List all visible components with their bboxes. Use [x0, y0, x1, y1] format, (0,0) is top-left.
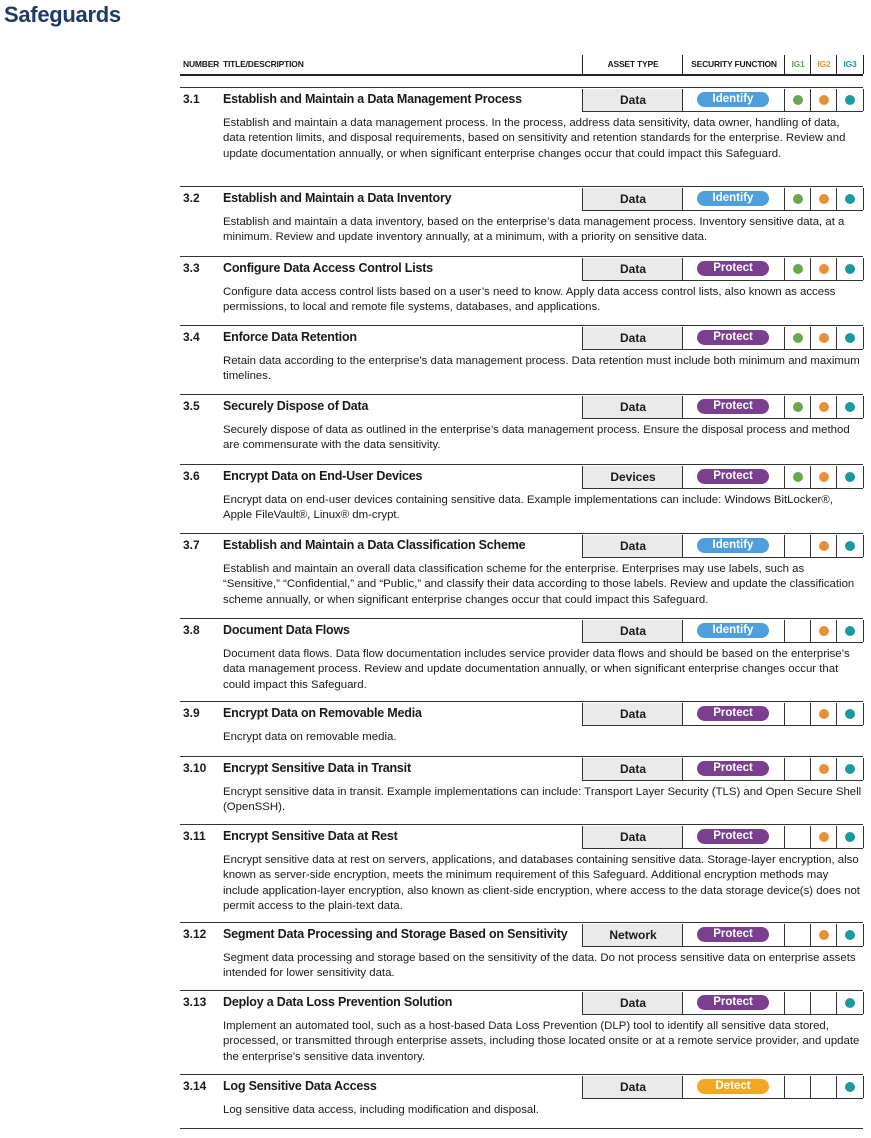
header-ig3: IG3: [836, 55, 864, 74]
ig3-dot-icon: [845, 95, 855, 105]
safeguard-description: Retain data according to the enterprise’s data management process. Data retention must include both minimum and maximum timelines.: [223, 355, 860, 383]
asset-type-cell: Data: [582, 703, 683, 725]
asset-type-cell: Data: [582, 89, 683, 111]
asset-type-cell: Data: [582, 992, 683, 1014]
ig2-cell: [810, 826, 837, 848]
safeguard-header: [180, 394, 863, 419]
safeguard-header: [180, 1074, 863, 1099]
ig2-dot-icon: [819, 930, 829, 940]
ig3-cell: [836, 89, 864, 111]
ig2-dot-icon: [819, 194, 829, 204]
header-asset-type: ASSET TYPE: [582, 55, 683, 74]
security-function-cell: [682, 535, 785, 557]
safeguard-header: [180, 464, 863, 489]
ig1-dot-icon: [793, 402, 803, 412]
ig2-cell: [810, 924, 837, 946]
ig2-cell: [810, 396, 837, 418]
safeguard-title: Enforce Data Retention: [223, 330, 357, 344]
ig2-cell: [810, 188, 837, 210]
ig2-dot-icon: [819, 764, 829, 774]
security-function-cell: [682, 258, 785, 280]
ig2-cell: [810, 758, 837, 780]
safeguard-header: [180, 87, 863, 112]
ig1-dot-icon: [793, 472, 803, 482]
ig2-dot-icon: [819, 832, 829, 842]
ig3-cell: [836, 758, 864, 780]
asset-type-cell: Data: [582, 535, 683, 557]
safeguard-title: Log Sensitive Data Access: [223, 1079, 377, 1093]
safeguard-number: 3.13: [183, 995, 207, 1009]
ig1-cell: [784, 466, 811, 488]
ig1-dot-icon: [793, 333, 803, 343]
asset-type-cell: Data: [582, 826, 683, 848]
ig1-cell: [784, 826, 811, 848]
ig3-dot-icon: [845, 832, 855, 842]
safeguard-header: [180, 922, 863, 947]
safeguard-description: Segment data processing and storage based on the sensitivity of the data. Do not process sensitive data on enterprise assets intended for lower sensitivity data.: [223, 952, 856, 980]
identify-badge: Identify: [697, 191, 769, 206]
ig3-dot-icon: [845, 402, 855, 412]
safeguard-description: Securely dispose of data as outlined in the enterprise’s data management process. Ensure the disposal process and method are commensurate with the data sensitivity.: [223, 424, 850, 452]
asset-type-cell: Data: [582, 1076, 683, 1098]
security-function-cell: [682, 1076, 785, 1098]
safeguard-description: Encrypt data on end-user devices containing sensitive data. Example implementations can include: Windows BitLocker®, Apple FileVault®, Linux® dm-crypt.: [223, 494, 833, 522]
protect-badge: Protect: [697, 706, 769, 721]
ig2-cell: [810, 620, 837, 642]
safeguard-description: Encrypt data on removable media.: [223, 731, 397, 743]
safeguard-header: [180, 256, 863, 281]
ig3-cell: [836, 466, 864, 488]
asset-type-cell: Data: [582, 758, 683, 780]
ig3-cell: [836, 396, 864, 418]
safeguard-title: Encrypt Sensitive Data at Rest: [223, 829, 398, 843]
asset-type-cell: Data: [582, 258, 683, 280]
ig3-cell: [836, 703, 864, 725]
ig2-cell: [810, 466, 837, 488]
ig2-cell: [810, 703, 837, 725]
security-function-cell: [682, 703, 785, 725]
safeguard-description: Establish and maintain a data inventory, based on the enterprise’s data management process. Inventory sensitive data, at a minimum. Review and update inventory annually, at a minimum, with a priority on sensitive data.: [223, 216, 845, 244]
ig1-cell: [784, 327, 811, 349]
safeguard-header: [180, 756, 863, 781]
security-function-cell: [682, 188, 785, 210]
ig1-cell: [784, 396, 811, 418]
safeguard-number: 3.10: [183, 761, 207, 775]
safeguard-title: Document Data Flows: [223, 623, 350, 637]
asset-type-cell: Network: [582, 924, 683, 946]
protect-badge: Protect: [697, 261, 769, 276]
ig1-dot-icon: [793, 264, 803, 274]
ig2-dot-icon: [819, 541, 829, 551]
safeguard-title: Establish and Maintain a Data Inventory: [223, 191, 452, 205]
header-number: NUMBER: [183, 59, 220, 69]
identify-badge: Identify: [697, 538, 769, 553]
ig1-dot-icon: [793, 194, 803, 204]
security-function-cell: [682, 758, 785, 780]
safeguard-number: 3.2: [183, 191, 200, 205]
safeguard-header: [180, 533, 863, 558]
ig3-dot-icon: [845, 194, 855, 204]
ig2-dot-icon: [819, 626, 829, 636]
ig1-cell: [784, 758, 811, 780]
safeguard-title: Encrypt Data on End-User Devices: [223, 469, 423, 483]
safeguard-description: Encrypt sensitive data in transit. Example implementations can include: Transport Layer Security (TLS) and Open Secure Shell (OpenSSH).: [223, 786, 862, 814]
safeguard-number: 3.5: [183, 399, 200, 413]
safeguard-title: Encrypt Sensitive Data in Transit: [223, 761, 411, 775]
header-ig1: IG1: [784, 55, 811, 74]
safeguard-title: Deploy a Data Loss Prevention Solution: [223, 995, 453, 1009]
ig2-cell: [810, 992, 837, 1014]
ig3-dot-icon: [845, 998, 855, 1008]
security-function-cell: [682, 327, 785, 349]
security-function-cell: [682, 924, 785, 946]
ig3-cell: [836, 188, 864, 210]
ig2-cell: [810, 89, 837, 111]
protect-badge: Protect: [697, 399, 769, 414]
ig3-dot-icon: [845, 764, 855, 774]
table-bottom-rule: [180, 1128, 863, 1129]
security-function-cell: [682, 826, 785, 848]
security-function-cell: [682, 89, 785, 111]
ig2-dot-icon: [819, 95, 829, 105]
asset-type-cell: Devices: [582, 466, 683, 488]
safeguard-header: [180, 701, 863, 726]
ig2-dot-icon: [819, 402, 829, 412]
protect-badge: Protect: [697, 995, 769, 1010]
ig1-cell: [784, 703, 811, 725]
ig1-cell: [784, 992, 811, 1014]
ig1-cell: [784, 1076, 811, 1098]
ig3-cell: [836, 992, 864, 1014]
protect-badge: Protect: [697, 330, 769, 345]
ig3-dot-icon: [845, 541, 855, 551]
safeguard-title: Segment Data Processing and Storage Based on Sensitivity: [223, 927, 568, 941]
ig3-dot-icon: [845, 1082, 855, 1092]
ig3-cell: [836, 620, 864, 642]
detect-badge: Detect: [697, 1079, 769, 1094]
security-function-cell: [682, 992, 785, 1014]
safeguard-header: [180, 325, 863, 350]
identify-badge: Identify: [697, 623, 769, 638]
table-header: [180, 55, 863, 76]
safeguard-header: [180, 990, 863, 1015]
safeguard-number: 3.4: [183, 330, 200, 344]
safeguard-number: 3.6: [183, 469, 200, 483]
ig1-cell: [784, 89, 811, 111]
safeguard-number: 3.11: [183, 829, 206, 843]
safeguard-description: Establish and maintain an overall data classification scheme for the enterprise. Enterprises may use labels, such as “Sensitive,” “Confidential,” and “Public,” and classify their data according to those labels. Review and update the classification scheme annually, or when significant enterprise changes occur that could impact this Safeguard.: [223, 563, 855, 606]
page-title: Safeguards: [4, 2, 121, 27]
ig3-cell: [836, 1076, 864, 1098]
ig2-cell: [810, 535, 837, 557]
security-function-cell: [682, 396, 785, 418]
safeguard-title: Securely Dispose of Data: [223, 399, 369, 413]
ig3-dot-icon: [845, 472, 855, 482]
security-function-cell: [682, 466, 785, 488]
ig2-cell: [810, 327, 837, 349]
protect-badge: Protect: [697, 829, 769, 844]
safeguard-title: Establish and Maintain a Data Management Process: [223, 92, 522, 106]
ig1-cell: [784, 620, 811, 642]
safeguard-description: Log sensitive data access, including modification and disposal.: [223, 1104, 539, 1116]
ig1-cell: [784, 535, 811, 557]
ig3-cell: [836, 327, 864, 349]
ig1-cell: [784, 258, 811, 280]
ig3-cell: [836, 924, 864, 946]
safeguard-header: [180, 186, 863, 211]
asset-type-cell: Data: [582, 396, 683, 418]
safeguard-description: Configure data access control lists based on a user’s need to know. Apply data access control lists, also known as access permissions, to local and remote file systems, databases, and applications.: [223, 286, 836, 314]
safeguard-description: Document data flows. Data flow documentation includes service provider data flows and should be based on the enterprise’s data management process. Review and update documentation annually, or when significant enterprise changes occur that could impact this Safeguard.: [223, 648, 850, 691]
ig3-dot-icon: [845, 264, 855, 274]
safeguard-number: 3.1: [183, 92, 200, 106]
ig3-cell: [836, 258, 864, 280]
safeguard-title: Establish and Maintain a Data Classification Scheme: [223, 538, 526, 552]
protect-badge: Protect: [697, 469, 769, 484]
safeguard-title: Configure Data Access Control Lists: [223, 261, 433, 275]
ig1-cell: [784, 924, 811, 946]
safeguard-number: 3.14: [183, 1079, 207, 1093]
header-title: TITLE/DESCRIPTION: [223, 59, 304, 69]
safeguard-title: Encrypt Data on Removable Media: [223, 706, 422, 720]
ig1-dot-icon: [793, 95, 803, 105]
ig2-dot-icon: [819, 472, 829, 482]
protect-badge: Protect: [697, 927, 769, 942]
safeguard-description: Encrypt sensitive data at rest on servers, applications, and databases containing sensitive data. Storage-layer encryption, also known as server-side encryption, meets the minimum requirement of this Safeguard. Additional encryption methods may include application-layer encryption, also known as client-side encryption, where access to the data storage device(s) does not permit access to the plain-text data.: [223, 854, 860, 913]
safeguard-description: Establish and maintain a data management process. In the process, address data sensitivity, data owner, handling of data, data retention limits, and disposal requirements, based on sensitivity and retention standards for the enterprise. Review and update documentation annually, or when significant enterprise changes occur that could impact this Safeguard.: [223, 117, 846, 160]
security-function-cell: [682, 620, 785, 642]
asset-type-cell: Data: [582, 188, 683, 210]
asset-type-cell: Data: [582, 620, 683, 642]
safeguard-number: 3.9: [183, 706, 200, 720]
ig2-dot-icon: [819, 709, 829, 719]
ig1-cell: [784, 188, 811, 210]
protect-badge: Protect: [697, 761, 769, 776]
safeguard-header: [180, 618, 863, 643]
ig3-cell: [836, 535, 864, 557]
ig2-cell: [810, 1076, 837, 1098]
ig3-dot-icon: [845, 333, 855, 343]
safeguard-description: Implement an automated tool, such as a host-based Data Loss Prevention (DLP) tool to identify all sensitive data stored, processed, or transmitted through enterprise assets, including those located onsite or at a remote service provider, and update the enterprise’s sensitive data inventory.: [223, 1020, 860, 1063]
ig3-dot-icon: [845, 930, 855, 940]
safeguard-number: 3.3: [183, 261, 200, 275]
ig3-cell: [836, 826, 864, 848]
ig2-dot-icon: [819, 333, 829, 343]
safeguard-number: 3.12: [183, 927, 207, 941]
safeguard-number: 3.7: [183, 538, 200, 552]
ig3-dot-icon: [845, 709, 855, 719]
safeguard-number: 3.8: [183, 623, 200, 637]
ig3-dot-icon: [845, 626, 855, 636]
asset-type-cell: Data: [582, 327, 683, 349]
identify-badge: Identify: [697, 92, 769, 107]
ig2-dot-icon: [819, 264, 829, 274]
header-ig2: IG2: [810, 55, 837, 74]
ig2-cell: [810, 258, 837, 280]
header-security-function: SECURITY FUNCTION: [682, 55, 785, 74]
safeguard-header: [180, 824, 863, 849]
